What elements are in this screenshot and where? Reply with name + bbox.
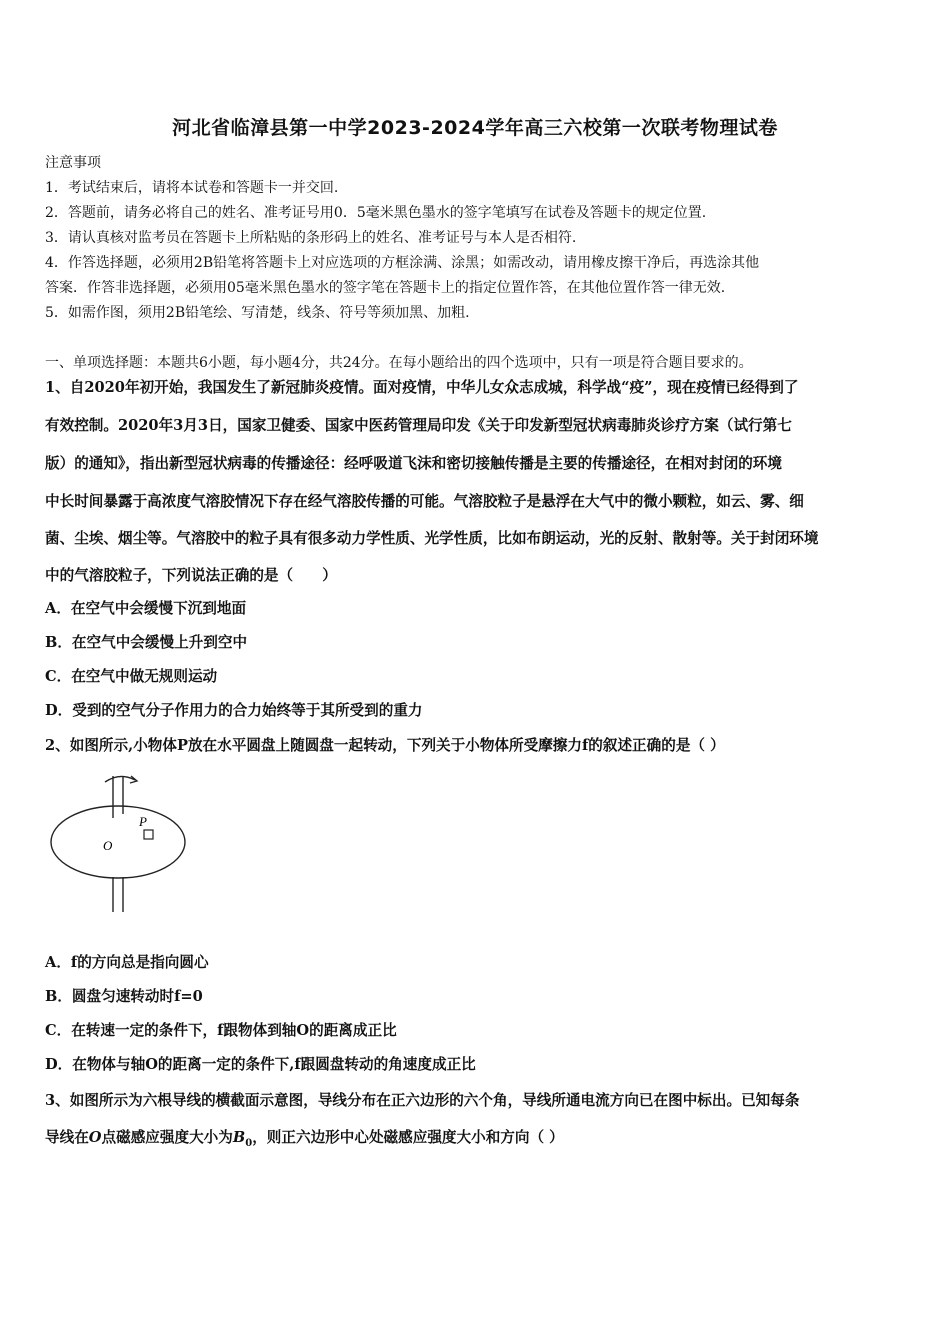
question-1-option-a: A．在空气中会缓慢下沉到地面 [45, 600, 247, 617]
notice-heading: 注意事项 [45, 155, 101, 171]
section-heading: 一、单项选择题：本题共6小题，每小题4分，共24分。在每小题给出的四个选项中，只有一项是符合题目要求的。 [45, 355, 753, 371]
rotation-arrow-icon [105, 776, 135, 782]
notice-item: 5．如需作图，须用2B铅笔绘、写清楚，线条、符号等须加黑、加粗. [45, 305, 470, 321]
notice-item: 2．答题前，请务必将自己的姓名、准考证号用0．5毫米黑色墨水的签字笔填写在试卷及答题卡的规定位置. [45, 205, 707, 221]
question-1-stem: 版）的通知》，指出新型冠状病毒的传播途径：经呼吸道飞沫和密切接触传播是主要的传播途径，在相对封闭的环境 [45, 455, 782, 472]
question-2-stem: 2、如图所示,小物体P放在水平圆盘上随圆盘一起转动，下列关于小物体所受摩擦力f的叙述正确的是（ ） [45, 737, 725, 754]
question-1-stem: 1、自2020年初开始，我国发生了新冠肺炎疫情。面对疫情，中华儿女众志成城，科学战“疫”，现在疫情已经得到了 [45, 379, 799, 396]
notice-item: 1．考试结束后，请将本试卷和答题卡一并交回. [45, 180, 339, 196]
question-3-stem-line2: 导线在O点磁感应强度大小为$B_0$，则正六边形中心处磁感应强度大小和方向（ ） [45, 1129, 564, 1149]
notice-item: 3．请认真核对监考员在答题卡上所粘贴的条形码上的姓名、准考证号与本人是否相符. [45, 230, 577, 246]
question-3-stem: 3、如图所示为六根导线的横截面示意图，导线分布在正六边形的六个角，导线所通电流方向已在图中标出。已知每条 [45, 1092, 800, 1109]
question-1-stem: 有效控制。2020年3月3日，国家卫健委、国家中医药管理局印发《关于印发新型冠状病毒肺炎诊疗方案（试行第七 [45, 417, 792, 434]
question-1-stem: 中长时间暴露于高浓度气溶胶情况下存在经气溶胶传播的可能。气溶胶粒子是悬浮在大气中的微小颗粒，如云、雾、细 [45, 493, 804, 510]
notice-item: 4．作答选择题，必须用2B铅笔将答题卡上对应选项的方框涂满、涂黑；如需改动，请用橡皮擦干净后，再选涂其他 [45, 255, 760, 271]
question-2-option-d: D．在物体与轴O的距离一定的条件下,f跟圆盘转动的角速度成正比 [45, 1056, 476, 1073]
label-p: P [139, 814, 147, 829]
question-1-option-c: C．在空气中做无规则运动 [45, 668, 218, 685]
object-p [144, 830, 153, 839]
question-2-option-b: B．圆盘匀速转动时f=0 [45, 988, 203, 1005]
question-1-option-d: D．受到的空气分子作用力的合力始终等于其所受到的重力 [45, 702, 423, 719]
question-1-stem: 菌、尘埃、烟尘等。气溶胶中的粒子具有很多动力学性质、光学性质，比如布朗运动，光的反射、散射等。关于封闭环境 [45, 530, 819, 547]
page-title: 河北省临漳县第一中学2023-2024学年高三六校第一次联考物理试卷 [172, 117, 778, 139]
question-2-option-c: C．在转速一定的条件下，f跟物体到轴O的距离成正比 [45, 1022, 397, 1039]
rotating-disk-figure [45, 770, 195, 918]
disk [51, 806, 185, 878]
question-1-option-b: B．在空气中会缓慢上升到空中 [45, 634, 248, 651]
notice-item: 答案．作答非选择题，必须用05毫米黑色墨水的签字笔在答题卡上的指定位置作答，在其他位置作答一律无效. [45, 280, 726, 296]
question-2-option-a: A．f的方向总是指向圆心 [45, 954, 209, 971]
label-o: O [103, 838, 113, 853]
question-1-stem: 中的气溶胶粒子，下列说法正确的是（ ） [45, 567, 337, 584]
